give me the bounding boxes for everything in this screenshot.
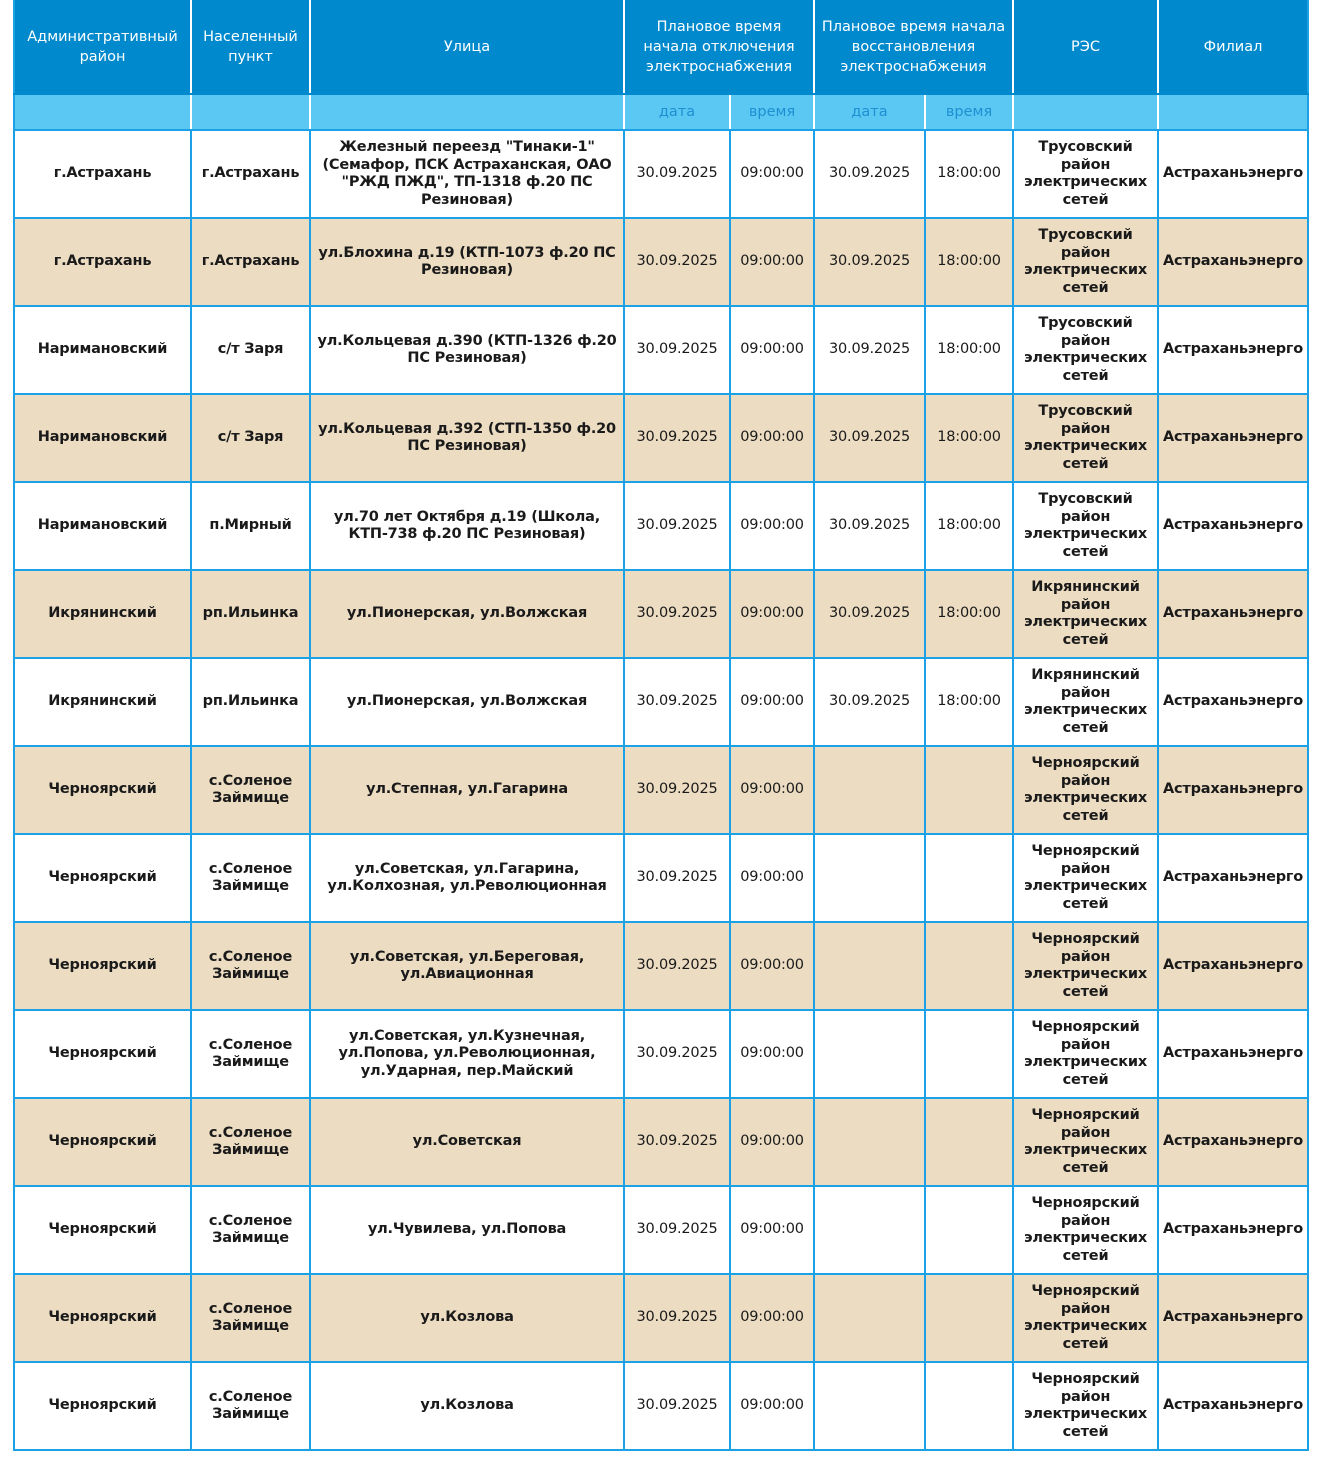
table-row — [14, 570, 1308, 658]
cell-settlement: с.Соленое Займище — [191, 834, 310, 922]
cell-restore-date — [814, 746, 925, 834]
cell-off-time: 09:00:00 — [730, 658, 814, 746]
cell-street: ул.Козлова — [310, 1274, 624, 1362]
cell-settlement: с.Соленое Займище — [191, 1362, 310, 1450]
cell-off-time: 09:00:00 — [730, 834, 814, 922]
cell-district: Наримановский — [14, 482, 191, 570]
cell-branch: Астраханьэнерго — [1158, 394, 1308, 482]
header-settlement: Населенный пункт — [191, 0, 310, 94]
cell-off-time: 09:00:00 — [730, 1186, 814, 1274]
cell-res: Черноярский район электрических сетей — [1013, 834, 1158, 922]
cell-settlement: с.Соленое Займище — [191, 922, 310, 1010]
cell-off-time: 09:00:00 — [730, 922, 814, 1010]
table-row — [14, 130, 1308, 218]
cell-settlement: с.Соленое Займище — [191, 1274, 310, 1362]
cell-restore-time — [925, 1362, 1013, 1450]
cell-off-date: 30.09.2025 — [624, 394, 730, 482]
cell-branch: Астраханьэнерго — [1158, 1010, 1308, 1098]
cell-restore-time — [925, 1274, 1013, 1362]
subheader-off-time: время — [730, 94, 814, 130]
cell-off-date: 30.09.2025 — [624, 482, 730, 570]
cell-res: Черноярский район электрических сетей — [1013, 1098, 1158, 1186]
cell-district: Черноярский — [14, 1186, 191, 1274]
cell-branch: Астраханьэнерго — [1158, 570, 1308, 658]
cell-restore-date: 30.09.2025 — [814, 394, 925, 482]
cell-district: Черноярский — [14, 1274, 191, 1362]
cell-off-date: 30.09.2025 — [624, 834, 730, 922]
cell-restore-date — [814, 922, 925, 1010]
cell-res: Черноярский район электрических сетей — [1013, 1274, 1158, 1362]
cell-settlement: с.Соленое Займище — [191, 746, 310, 834]
subheader-empty — [14, 94, 191, 130]
table-row — [14, 1274, 1308, 1362]
cell-street: ул.Пионерская, ул.Волжская — [310, 658, 624, 746]
cell-restore-date: 30.09.2025 — [814, 570, 925, 658]
cell-res: Трусовский район электрических сетей — [1013, 306, 1158, 394]
cell-restore-date: 30.09.2025 — [814, 658, 925, 746]
cell-off-time: 09:00:00 — [730, 570, 814, 658]
subheader-empty — [191, 94, 310, 130]
cell-off-date: 30.09.2025 — [624, 218, 730, 306]
cell-branch: Астраханьэнерго — [1158, 130, 1308, 218]
header-off-time: Плановое время начала отключения электроснабжения — [624, 0, 814, 94]
cell-settlement: рп.Ильинка — [191, 658, 310, 746]
cell-restore-date — [814, 1186, 925, 1274]
cell-restore-date — [814, 1362, 925, 1450]
table-row — [14, 658, 1308, 746]
cell-res: Черноярский район электрических сетей — [1013, 1362, 1158, 1450]
table-row — [14, 1362, 1308, 1450]
cell-settlement: п.Мирный — [191, 482, 310, 570]
cell-branch: Астраханьэнерго — [1158, 834, 1308, 922]
header-restore-time: Плановое время начала восстановления электроснабжения — [814, 0, 1013, 94]
cell-off-time: 09:00:00 — [730, 1098, 814, 1186]
header-row — [14, 0, 1308, 94]
cell-off-date: 30.09.2025 — [624, 570, 730, 658]
cell-restore-date — [814, 1098, 925, 1186]
cell-district: Наримановский — [14, 306, 191, 394]
subheader-restore-date: дата — [814, 94, 925, 130]
cell-settlement: с/т Заря — [191, 394, 310, 482]
table-row — [14, 746, 1308, 834]
cell-street: ул.Степная, ул.Гагарина — [310, 746, 624, 834]
cell-restore-time — [925, 1098, 1013, 1186]
outage-schedule-table — [13, 0, 1309, 1451]
table-row — [14, 834, 1308, 922]
subheader-restore-time: время — [925, 94, 1013, 130]
cell-district: Икрянинский — [14, 570, 191, 658]
cell-off-time: 09:00:00 — [730, 218, 814, 306]
cell-branch: Астраханьэнерго — [1158, 482, 1308, 570]
header-res: РЭС — [1013, 0, 1158, 94]
cell-off-date: 30.09.2025 — [624, 1274, 730, 1362]
cell-settlement: г.Астрахань — [191, 218, 310, 306]
cell-off-time: 09:00:00 — [730, 306, 814, 394]
cell-street: Железный переезд "Тинаки-1" (Семафор, ПСК Астраханская, ОАО "РЖД ПЖД", ТП-1318 ф.20 ПС Резиновая) — [310, 130, 624, 218]
cell-restore-time: 18:00:00 — [925, 306, 1013, 394]
subheader-row — [14, 94, 1308, 130]
cell-branch: Астраханьэнерго — [1158, 746, 1308, 834]
cell-off-date: 30.09.2025 — [624, 1098, 730, 1186]
table-row — [14, 1186, 1308, 1274]
cell-off-date: 30.09.2025 — [624, 1362, 730, 1450]
subheader-off-date: дата — [624, 94, 730, 130]
cell-district: Черноярский — [14, 1010, 191, 1098]
header-street: Улица — [310, 0, 624, 94]
cell-branch: Астраханьэнерго — [1158, 1186, 1308, 1274]
table-row — [14, 218, 1308, 306]
cell-off-date: 30.09.2025 — [624, 1010, 730, 1098]
cell-restore-date — [814, 1274, 925, 1362]
cell-restore-time — [925, 1186, 1013, 1274]
cell-street: ул.Блохина д.19 (КТП-1073 ф.20 ПС Резиновая) — [310, 218, 624, 306]
table-row — [14, 306, 1308, 394]
cell-restore-time — [925, 834, 1013, 922]
cell-branch: Астраханьэнерго — [1158, 658, 1308, 746]
cell-settlement: с/т Заря — [191, 306, 310, 394]
cell-off-time: 09:00:00 — [730, 1010, 814, 1098]
cell-settlement: рп.Ильинка — [191, 570, 310, 658]
cell-district: Черноярский — [14, 746, 191, 834]
cell-res: Трусовский район электрических сетей — [1013, 394, 1158, 482]
cell-branch: Астраханьэнерго — [1158, 1362, 1308, 1450]
cell-res: Черноярский район электрических сетей — [1013, 1010, 1158, 1098]
cell-settlement: г.Астрахань — [191, 130, 310, 218]
cell-street: ул.Пионерская, ул.Волжская — [310, 570, 624, 658]
cell-district: Наримановский — [14, 394, 191, 482]
cell-street: ул.Советская, ул.Гагарина, ул.Колхозная, ул.Революционная — [310, 834, 624, 922]
cell-restore-time: 18:00:00 — [925, 130, 1013, 218]
cell-restore-time: 18:00:00 — [925, 482, 1013, 570]
cell-street: ул.Советская, ул.Береговая, ул.Авиационная — [310, 922, 624, 1010]
cell-res: Трусовский район электрических сетей — [1013, 482, 1158, 570]
cell-res: Трусовский район электрических сетей — [1013, 218, 1158, 306]
cell-off-time: 09:00:00 — [730, 1274, 814, 1362]
cell-district: Черноярский — [14, 1098, 191, 1186]
cell-settlement: с.Соленое Займище — [191, 1010, 310, 1098]
cell-off-date: 30.09.2025 — [624, 130, 730, 218]
table-row — [14, 394, 1308, 482]
cell-restore-time — [925, 1010, 1013, 1098]
cell-district: Икрянинский — [14, 658, 191, 746]
cell-street: ул.Козлова — [310, 1362, 624, 1450]
cell-district: г.Астрахань — [14, 130, 191, 218]
cell-district: Черноярский — [14, 1362, 191, 1450]
cell-restore-time: 18:00:00 — [925, 570, 1013, 658]
cell-off-date: 30.09.2025 — [624, 746, 730, 834]
cell-street: ул.Кольцевая д.392 (СТП-1350 ф.20 ПС Резиновая) — [310, 394, 624, 482]
cell-street: ул.Советская — [310, 1098, 624, 1186]
cell-restore-time: 18:00:00 — [925, 658, 1013, 746]
cell-settlement: с.Соленое Займище — [191, 1098, 310, 1186]
cell-off-time: 09:00:00 — [730, 130, 814, 218]
cell-branch: Астраханьэнерго — [1158, 922, 1308, 1010]
cell-res: Черноярский район электрических сетей — [1013, 1186, 1158, 1274]
cell-off-time: 09:00:00 — [730, 746, 814, 834]
cell-restore-date: 30.09.2025 — [814, 218, 925, 306]
cell-branch: Астраханьэнерго — [1158, 1098, 1308, 1186]
cell-off-time: 09:00:00 — [730, 394, 814, 482]
cell-off-date: 30.09.2025 — [624, 658, 730, 746]
cell-branch: Астраханьэнерго — [1158, 1274, 1308, 1362]
cell-branch: Астраханьэнерго — [1158, 218, 1308, 306]
cell-restore-time — [925, 746, 1013, 834]
header-branch: Филиал — [1158, 0, 1308, 94]
table-row — [14, 1098, 1308, 1186]
cell-off-date: 30.09.2025 — [624, 922, 730, 1010]
table-row — [14, 922, 1308, 1010]
cell-restore-date — [814, 834, 925, 922]
cell-restore-date — [814, 1010, 925, 1098]
cell-restore-date: 30.09.2025 — [814, 306, 925, 394]
table-row — [14, 482, 1308, 570]
cell-off-time: 09:00:00 — [730, 1362, 814, 1450]
cell-off-date: 30.09.2025 — [624, 306, 730, 394]
cell-street: ул.Советская, ул.Кузнечная, ул.Попова, ул.Революционная, ул.Ударная, пер.Майский — [310, 1010, 624, 1098]
cell-street: ул.Чувилева, ул.Попова — [310, 1186, 624, 1274]
cell-settlement: с.Соленое Займище — [191, 1186, 310, 1274]
cell-restore-time — [925, 922, 1013, 1010]
cell-street: ул.70 лет Октября д.19 (Школа, КТП-738 ф.20 ПС Резиновая) — [310, 482, 624, 570]
subheader-empty — [1158, 94, 1308, 130]
cell-branch: Астраханьэнерго — [1158, 306, 1308, 394]
cell-off-time: 09:00:00 — [730, 482, 814, 570]
cell-district: г.Астрахань — [14, 218, 191, 306]
cell-res: Икрянинский район электрических сетей — [1013, 658, 1158, 746]
subheader-empty — [310, 94, 624, 130]
table-row — [14, 1010, 1308, 1098]
cell-res: Черноярский район электрических сетей — [1013, 746, 1158, 834]
cell-res: Трусовский район электрических сетей — [1013, 130, 1158, 218]
cell-res: Черноярский район электрических сетей — [1013, 922, 1158, 1010]
header-district: Административный район — [14, 0, 191, 94]
cell-restore-date: 30.09.2025 — [814, 130, 925, 218]
cell-off-date: 30.09.2025 — [624, 1186, 730, 1274]
cell-district: Черноярский — [14, 922, 191, 1010]
subheader-empty — [1013, 94, 1158, 130]
cell-res: Икрянинский район электрических сетей — [1013, 570, 1158, 658]
cell-restore-time: 18:00:00 — [925, 394, 1013, 482]
cell-restore-time: 18:00:00 — [925, 218, 1013, 306]
cell-street: ул.Кольцевая д.390 (КТП-1326 ф.20 ПС Резиновая) — [310, 306, 624, 394]
cell-district: Черноярский — [14, 834, 191, 922]
cell-restore-date: 30.09.2025 — [814, 482, 925, 570]
